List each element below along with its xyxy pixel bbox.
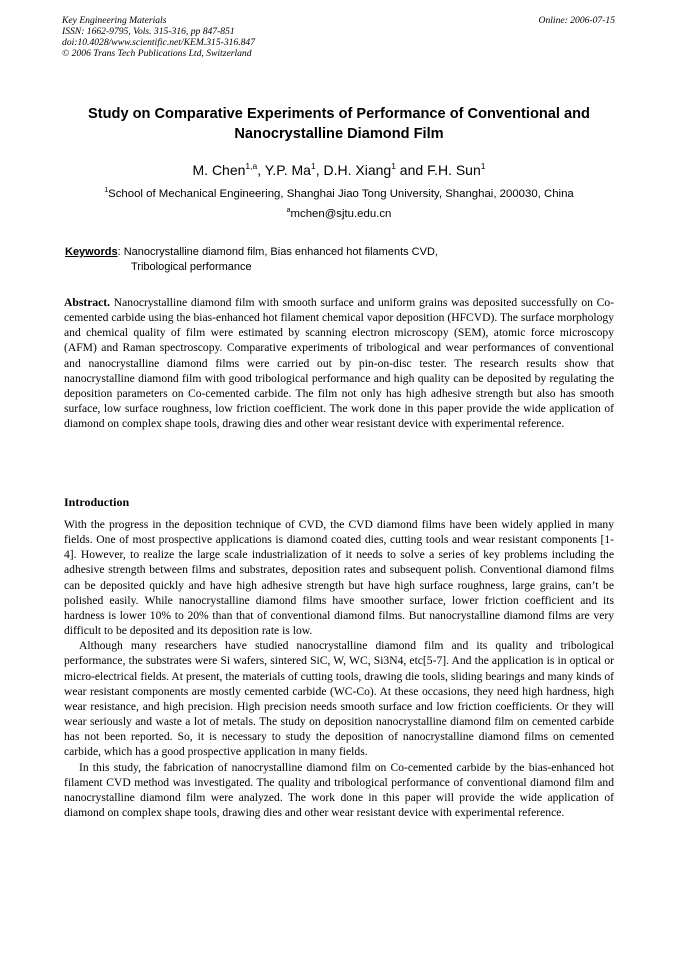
author-affil-mark: 1 [310,161,316,171]
doi-line: doi:10.4028/www.scientific.net/KEM.315-316.847 [62,37,256,48]
abstract-label: Abstract. [64,296,111,309]
author-affil-mark: 1 [391,161,396,171]
author-separator: and [395,162,428,178]
journal-header [62,15,255,59]
copyright-line: © 2006 Trans Tech Publications Ltd, Switzerland [62,48,252,59]
email-address[interactable]: mchen@sjtu.edu.cn [290,208,392,220]
journal-name: Key Engineering Materials [62,15,167,26]
author-separator: , [257,162,265,178]
affiliation [30,187,648,201]
keywords-block: Keywords: Nanocrystalline diamond film, Bias enhanced hot filaments CVD, Tribological performance [65,246,438,273]
affiliation-text: School of Mechanical Engineering, Shanghai Jiao Tong University, Shanghai, 200030, China [108,188,574,200]
abstract-text: Nanocrystalline diamond film with smooth surface and uniform grains was deposited successfully on Co-cemented carbide using the bias-enhanced hot filament chemical vapor deposition (HFCVD). The surface morphology and chemical quality of film were estimated by scanning electron microscopy (SEM), atomic force microscopy (AFM) and Raman spectroscopy. Comparative experiments of tribological and wear performances of conventional and nanocrystalline diamond films were carried out by pin-on-disc tester. The research results show that nanocrystalline diamond film with good tribological performance and high quality can be deposited by regulating the deposition parameters on Co-cemented carbide. The film not only has high adhesive strength but also has smooth surface, low surface roughness, low friction coefficient. The work done in this paper provide the wide application of diamond on complex shape tools, drawing dies and other wear resistant device with experimental reference. [64,296,615,431]
intro-paragraph: Although many researchers have studied nanocrystalline diamond film and its quality and tribological performance, the substrates were Si wafers, sintered SiC, W, WC, Si3N4, etc[5-7]. And the application is in optical or micro-electrical fields. At present, the materials of cutting tools, drawing die tools, sliding bearings and many kinds of wear resistant components are mostly cemented carbide (WC-Co). At these occasions, they need high hardness, high wear resistance, and high precision. High precision needs smooth surface and low friction coefficients. Or they will wear seriously and waste a lot of metals. The study on deposition nanocrystalline diamond film on cemented carbide has not been reported. So, it is necessary to study the deposition of nanocrystalline diamond films on cemented carbide, which has a good prospective application in many fields. [64,639,614,759]
author-separator: , [315,162,324,178]
online-date: Online: 2006-07-15 [538,15,615,26]
keywords-line-1: Nanocrystalline diamond film, Bias enhanced hot filaments CVD, [123,246,438,258]
author-name: Y.P. Ma [264,162,311,178]
author-name: F.H. Sun [427,162,481,178]
abstract [64,295,614,431]
paper-title: Study on Comparative Experiments of Performance of Conventional and Nanocrystalline Diamond Film [88,106,590,142]
issn-line: ISSN: 1662-9795, Vols. 315-316, pp 847-851 [62,26,235,37]
affiliation-mark: 1 [104,187,109,194]
keywords-label: Keywords [65,246,118,258]
author-list [40,160,638,180]
author-affil-mark: 1 [480,161,486,171]
author-name: D.H. Xiang [323,162,392,178]
section-heading-introduction: Introduction [64,495,130,509]
intro-paragraph: In this study, the fabrication of nanocrystalline diamond film on Co-cemented carbide by the bias-enhanced hot filament CVD method was investigated. The quality and tribological performance of conventional diamond film and nanocrystalline diamond film were analyzed. The work done in this paper will provide the wide application of diamond on complex shape tools, drawing dies and other wear resistant device with experimental reference. [64,760,614,819]
email-mark: a [286,207,291,214]
intro-paragraph: With the progress in the deposition technique of CVD, the CVD diamond films have been widely applied in many fields. One of most prospective applications is diamond coated dies, cutting tools and wear resistant components [1-4]. However, to realize the large scale industrialization of it needs to solve a series of key problems including the adhesive strength between films and substrates, deposition rates and subsequent polish. Conventional diamond films can be deposited quickly and have high adhesive strength but have high surface roughness, large grains, can’t be polished easily. While nanocrystalline diamond films have smoother surface, lower friction coefficient and its hardness is lower 10% to 20% than that of conventional diamond films. But nanocrystalline diamond films are very difficult to be deposited and its deposition rate is low. [64,518,614,638]
keywords-line-2: Tribological performance [131,260,252,273]
introduction-body [64,517,614,820]
author-affil-mark: 1,a [245,161,258,171]
contact-email [40,207,638,221]
author-name: M. Chen [192,162,246,178]
